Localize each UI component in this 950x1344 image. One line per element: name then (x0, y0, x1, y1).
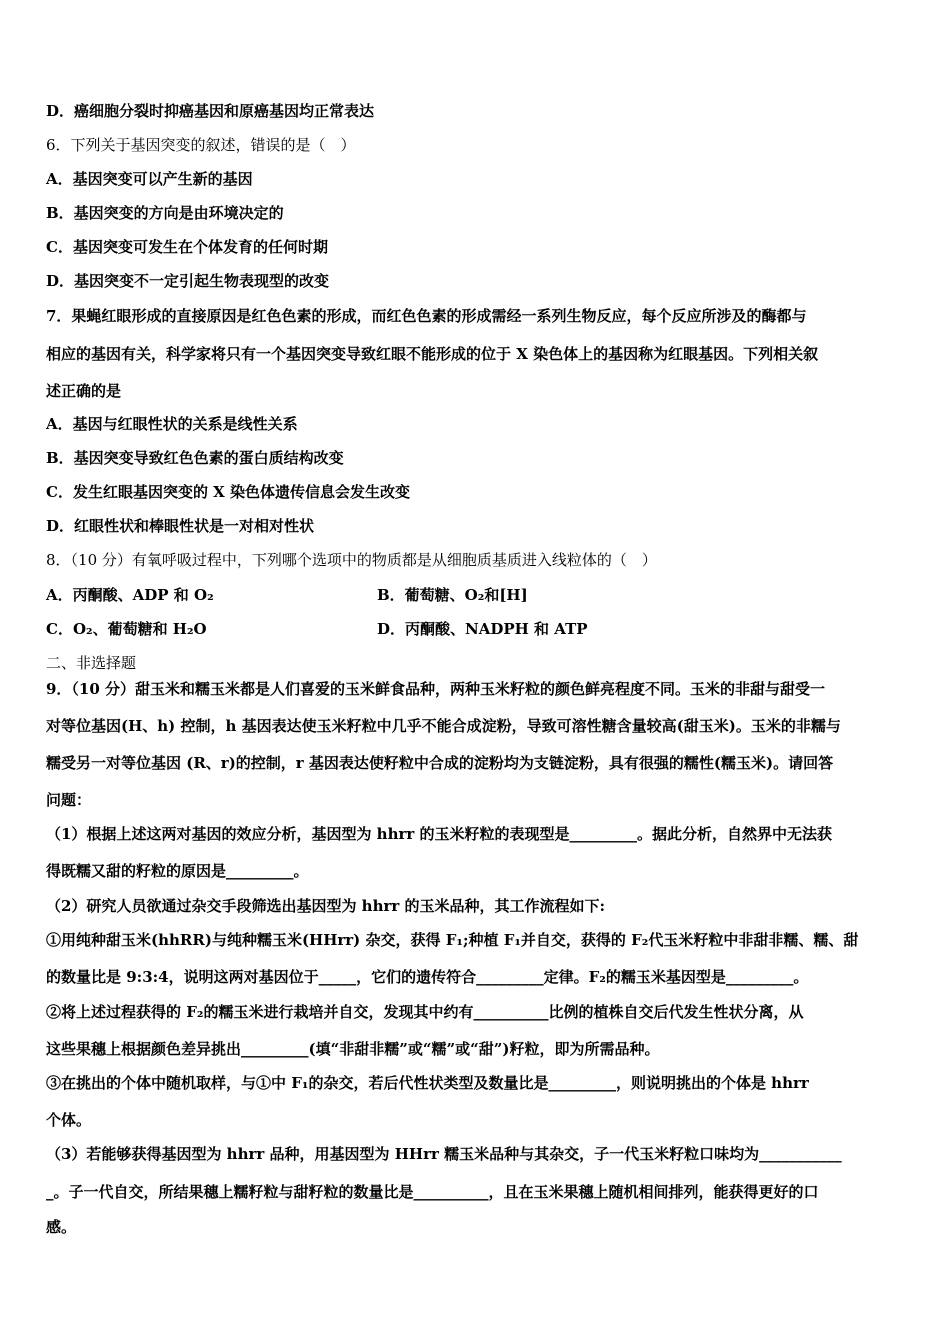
question-7-stem-line-1: 7．果蝇红眼形成的直接原因是红色色素的形成，而红色色素的形成需经一系列生物反应，每个反应所涉及的酶都与 (46, 307, 807, 325)
q5-option-d: D．癌细胞分裂时抑癌基因和原癌基因均正常表达 (46, 102, 375, 120)
q8-option-c: C．O₂、葡萄糖和 H₂O (46, 620, 207, 638)
part-3-line-2: _。子一代自交，所结果穗上糯籽粒与甜籽粒的数量比是__________，且在玉米果穗上随机相间排列，能获得更好的口 (46, 1183, 819, 1201)
question-7-stem-line-3: 述正确的是 (46, 382, 122, 400)
question-8-stem: 8．（10 分）有氧呼吸过程中，下列哪个选项中的物质都是从细胞质基质进入线粒体的（ ） (46, 551, 657, 569)
q8-option-d: D．丙酮酸、NADPH 和 ATP (377, 620, 588, 638)
step-3-line-2: 个体。 (46, 1111, 92, 1129)
q8-option-a: A．丙酮酸、ADP 和 O₂ (46, 586, 214, 604)
part-1-line-2: 得既糯又甜的籽粒的原因是_________。 (46, 862, 309, 880)
question-9-stem-line-2: 对等位基因(H、h) 控制，h 基因表达使玉米籽粒中几乎不能合成淀粉，导致可溶性糖含量较高(甜玉米)。玉米的非糯与 (46, 717, 841, 735)
q7-option-a: A．基因与红眼性状的关系是线性关系 (46, 415, 298, 433)
q6-option-c: C．基因突变可发生在个体发育的任何时期 (46, 238, 328, 256)
question-7-stem-line-2: 相应的基因有关，科学家将只有一个基因突变导致红眼不能形成的位于 X 染色体上的基因称为红眼基因。下列相关叙 (46, 345, 819, 363)
q7-option-d: D．红眼性状和棒眼性状是一对相对性状 (46, 517, 315, 535)
question-9-stem-line-4: 问题： (46, 791, 92, 809)
section-heading: 二、非选择题 (46, 654, 137, 672)
q6-option-b: B．基因突变的方向是由环境决定的 (46, 204, 284, 222)
part-2-intro: （2）研究人员欲通过杂交手段筛选出基因型为 hhrr 的玉米品种，其工作流程如下: (46, 897, 606, 915)
question-6-stem: 6．下列关于基因突变的叙述，错误的是（ ） (46, 136, 356, 154)
step-1-line-2: 的数量比是 9:3:4，说明这两对基因位于_____，它们的遗传符合_________定律。F₂的糯玉米基因型是_________。 (46, 968, 809, 986)
q8-option-b: B．葡萄糖、O₂和[H] (377, 586, 528, 604)
q6-option-d: D．基因突变不一定引起生物表现型的改变 (46, 272, 330, 290)
question-9-stem-line-1: 9．（10 分）甜玉米和糯玉米都是人们喜爱的玉米鲜食品种，两种玉米籽粒的颜色鲜亮程度不同。玉米的非甜与甜受一 (46, 680, 826, 698)
question-9-stem-line-3: 糯受另一对等位基因 (R、r)的控制，r 基因表达使籽粒中合成的淀粉均为支链淀粉，具有很强的糯性(糯玉米)。请回答 (46, 754, 834, 772)
q6-option-a: A．基因突变可以产生新的基因 (46, 170, 253, 188)
part-3-line-1: （3）若能够获得基因型为 hhrr 品种，用基因型为 HHrr 糯玉米品种与其杂交，子一代玉米籽粒口味均为___________ (46, 1145, 842, 1163)
step-2-line-2: 这些果穗上根据颜色差异挑出_________(填“非甜非糯”或“糯”或“甜”)籽粒，即为所需品种。 (46, 1040, 660, 1058)
q7-option-c: C．发生红眼基因突变的 X 染色体遗传信息会发生改变 (46, 483, 411, 501)
step-1-line-1: ①用纯种甜玉米(hhRR)与纯种糯玉米(HHrr) 杂交，获得 F₁;种植 F₁并自交，获得的 F₂代玉米籽粒中非甜非糯、糯、甜 (46, 931, 859, 949)
part-1-line-1: （1）根据上述这两对基因的效应分析，基因型为 hhrr 的玉米籽粒的表现型是_________。据此分析，自然界中无法获 (46, 825, 833, 843)
q7-option-b: B．基因突变导致红色色素的蛋白质结构改变 (46, 449, 344, 467)
step-3-line-1: ③在挑出的个体中随机取样，与①中 F₁的杂交，若后代性状类型及数量比是_________，则说明挑出的个体是 hhrr (46, 1074, 809, 1092)
part-3-line-3: 感。 (46, 1218, 77, 1236)
step-2-line-1: ②将上述过程获得的 F₂的糯玉米进行栽培并自交，发现其中约有__________比例的植株自交后代发生性状分离，从 (46, 1003, 804, 1021)
